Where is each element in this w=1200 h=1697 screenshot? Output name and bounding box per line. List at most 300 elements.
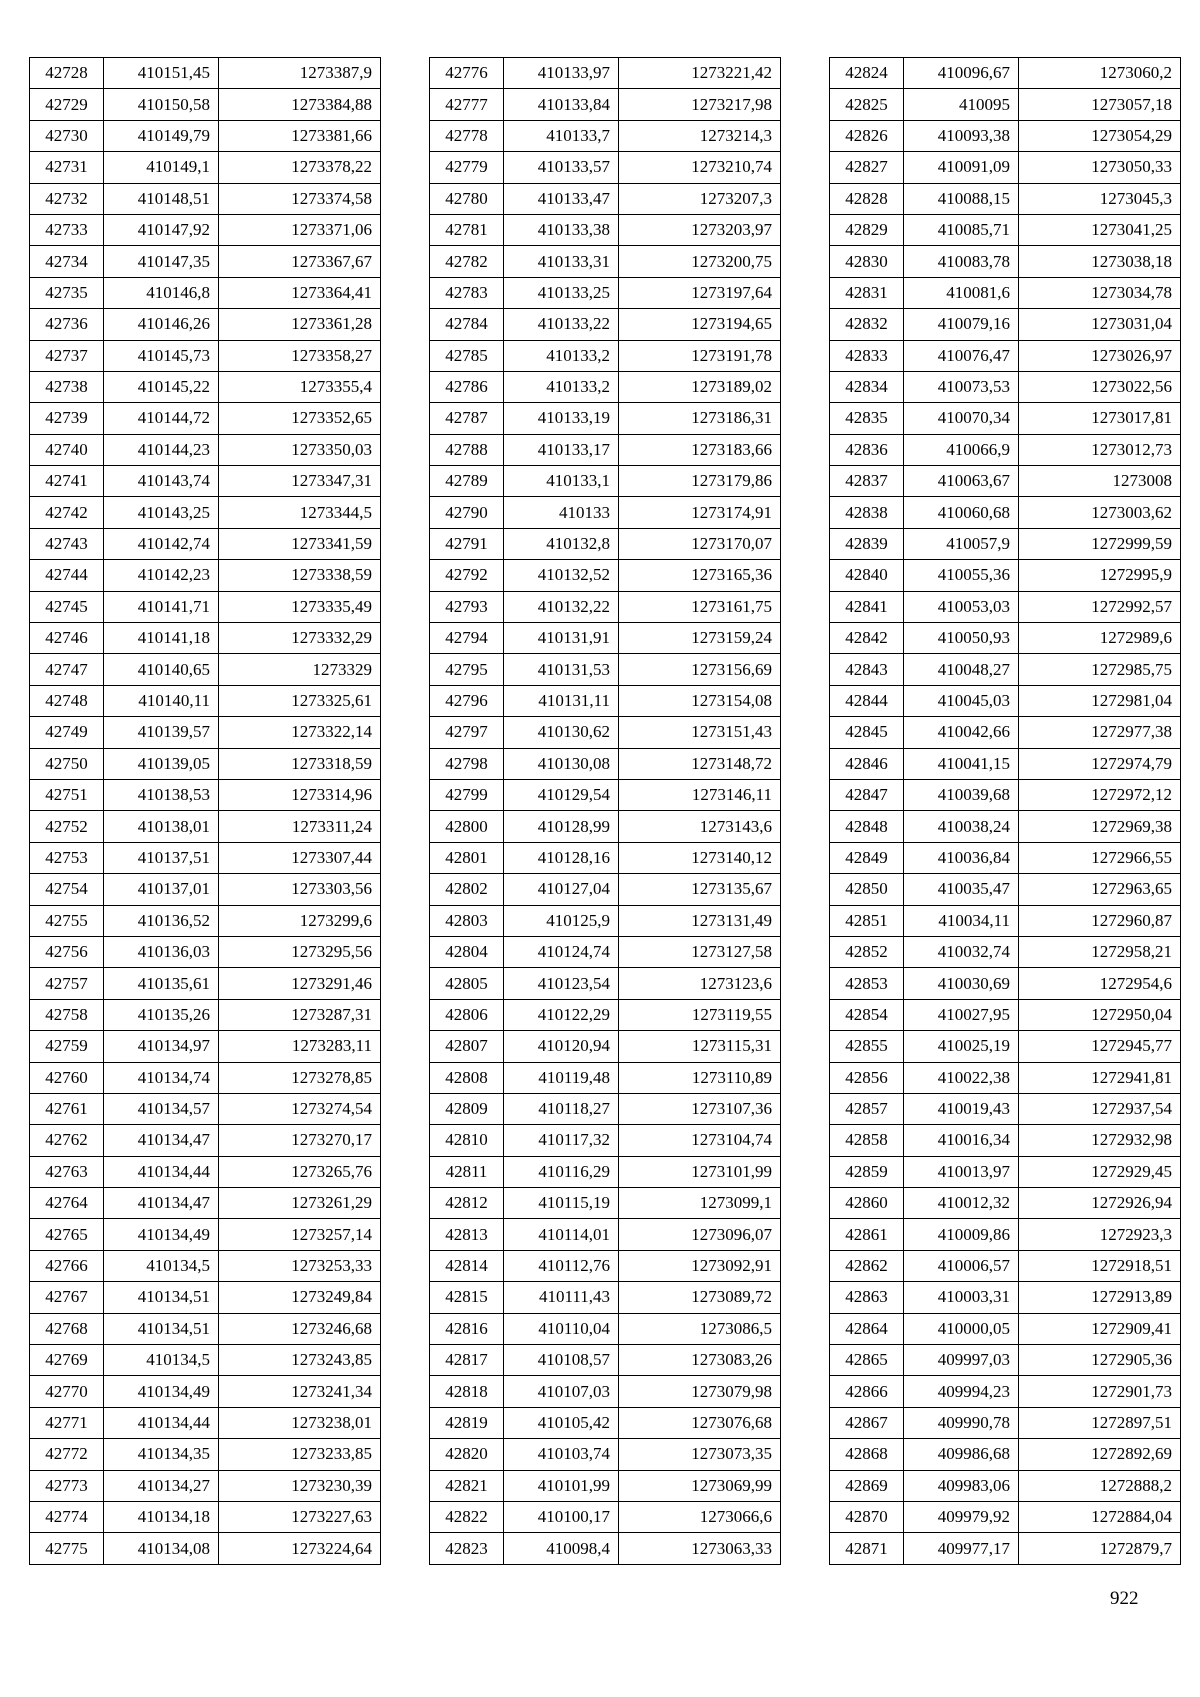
point-number-cell: 42868 xyxy=(830,1439,904,1470)
y-coordinate-cell: 1273378,22 xyxy=(219,152,381,183)
x-coordinate-cell: 410138,01 xyxy=(104,811,219,842)
x-coordinate-cell: 410134,47 xyxy=(104,1188,219,1219)
y-coordinate-cell: 1273246,68 xyxy=(219,1313,381,1344)
point-number-cell: 42837 xyxy=(830,466,904,497)
x-coordinate-cell: 410032,74 xyxy=(904,936,1019,967)
table-row xyxy=(30,717,381,748)
point-number-cell: 42749 xyxy=(30,717,104,748)
point-number-cell: 42812 xyxy=(430,1188,504,1219)
point-number-cell: 42786 xyxy=(430,371,504,402)
x-coordinate-cell: 409977,17 xyxy=(904,1533,1019,1564)
point-number-cell: 42866 xyxy=(830,1376,904,1407)
table-row xyxy=(30,1188,381,1219)
x-coordinate-cell: 410003,31 xyxy=(904,1282,1019,1313)
table-row xyxy=(830,1533,1181,1564)
point-number-cell: 42847 xyxy=(830,779,904,810)
x-coordinate-cell: 410139,05 xyxy=(104,748,219,779)
x-coordinate-cell: 410146,8 xyxy=(104,277,219,308)
x-coordinate-cell: 410088,15 xyxy=(904,183,1019,214)
table-row xyxy=(430,968,781,999)
y-coordinate-cell: 1273063,33 xyxy=(619,1533,781,1564)
x-coordinate-cell: 410045,03 xyxy=(904,685,1019,716)
table-row xyxy=(830,1093,1181,1124)
table-row xyxy=(830,717,1181,748)
x-coordinate-cell: 410038,24 xyxy=(904,811,1019,842)
point-number-cell: 42770 xyxy=(30,1376,104,1407)
y-coordinate-cell: 1273350,03 xyxy=(219,434,381,465)
x-coordinate-cell: 410016,34 xyxy=(904,1125,1019,1156)
y-coordinate-cell: 1273154,08 xyxy=(619,685,781,716)
point-number-cell: 42862 xyxy=(830,1250,904,1281)
x-coordinate-cell: 410025,19 xyxy=(904,1031,1019,1062)
table-row xyxy=(430,779,781,810)
point-number-cell: 42825 xyxy=(830,89,904,120)
x-coordinate-cell: 410120,94 xyxy=(504,1031,619,1062)
x-coordinate-cell: 410101,99 xyxy=(504,1470,619,1501)
x-coordinate-cell: 410034,11 xyxy=(904,905,1019,936)
x-coordinate-cell: 410136,03 xyxy=(104,936,219,967)
y-coordinate-cell: 1273299,6 xyxy=(219,905,381,936)
point-number-cell: 42788 xyxy=(430,434,504,465)
point-number-cell: 42796 xyxy=(430,685,504,716)
y-coordinate-cell: 1273104,74 xyxy=(619,1125,781,1156)
y-coordinate-cell: 1272897,51 xyxy=(1019,1407,1181,1438)
point-number-cell: 42794 xyxy=(430,623,504,654)
x-coordinate-cell: 410148,51 xyxy=(104,183,219,214)
x-coordinate-cell: 410133,17 xyxy=(504,434,619,465)
x-coordinate-cell: 410130,08 xyxy=(504,748,619,779)
table-row xyxy=(430,403,781,434)
point-number-cell: 42733 xyxy=(30,214,104,245)
table-row xyxy=(30,466,381,497)
x-coordinate-cell: 410134,08 xyxy=(104,1533,219,1564)
x-coordinate-cell: 410035,47 xyxy=(904,874,1019,905)
x-coordinate-cell: 410053,03 xyxy=(904,591,1019,622)
x-coordinate-cell: 410147,92 xyxy=(104,214,219,245)
table-row xyxy=(430,936,781,967)
x-coordinate-cell: 410063,67 xyxy=(904,466,1019,497)
point-number-cell: 42810 xyxy=(430,1125,504,1156)
table-row xyxy=(30,1282,381,1313)
table-row xyxy=(430,999,781,1030)
x-coordinate-cell: 410095 xyxy=(904,89,1019,120)
point-number-cell: 42853 xyxy=(830,968,904,999)
point-number-cell: 42792 xyxy=(430,560,504,591)
y-coordinate-cell: 1272892,69 xyxy=(1019,1439,1181,1470)
x-coordinate-cell: 410039,68 xyxy=(904,779,1019,810)
table-row xyxy=(30,1219,381,1250)
point-number-cell: 42730 xyxy=(30,120,104,151)
y-coordinate-cell: 1273089,72 xyxy=(619,1282,781,1313)
y-coordinate-cell: 1273115,31 xyxy=(619,1031,781,1062)
y-coordinate-cell: 1273076,68 xyxy=(619,1407,781,1438)
x-coordinate-cell: 409979,92 xyxy=(904,1501,1019,1532)
point-number-cell: 42804 xyxy=(430,936,504,967)
y-coordinate-cell: 1273224,64 xyxy=(219,1533,381,1564)
point-number-cell: 42855 xyxy=(830,1031,904,1062)
x-coordinate-cell: 410135,26 xyxy=(104,999,219,1030)
x-coordinate-cell: 410133,1 xyxy=(504,466,619,497)
y-coordinate-cell: 1273283,11 xyxy=(219,1031,381,1062)
x-coordinate-cell: 410128,99 xyxy=(504,811,619,842)
table-row xyxy=(830,1345,1181,1376)
table-row xyxy=(430,1533,781,1564)
y-coordinate-cell: 1272932,98 xyxy=(1019,1125,1181,1156)
point-number-cell: 42765 xyxy=(30,1219,104,1250)
table-row xyxy=(30,685,381,716)
x-coordinate-cell: 410114,01 xyxy=(504,1219,619,1250)
x-coordinate-cell: 410073,53 xyxy=(904,371,1019,402)
table-row xyxy=(830,183,1181,214)
point-number-cell: 42790 xyxy=(430,497,504,528)
y-coordinate-cell: 1273352,65 xyxy=(219,403,381,434)
x-coordinate-cell: 410006,57 xyxy=(904,1250,1019,1281)
y-coordinate-cell: 1272945,77 xyxy=(1019,1031,1181,1062)
table-row xyxy=(30,1345,381,1376)
point-number-cell: 42854 xyxy=(830,999,904,1030)
y-coordinate-cell: 1273338,59 xyxy=(219,560,381,591)
point-number-cell: 42857 xyxy=(830,1093,904,1124)
table-row xyxy=(30,654,381,685)
y-coordinate-cell: 1273101,99 xyxy=(619,1156,781,1187)
y-coordinate-cell: 1273191,78 xyxy=(619,340,781,371)
table-row xyxy=(430,874,781,905)
table-row xyxy=(30,1031,381,1062)
y-coordinate-cell: 1273054,29 xyxy=(1019,120,1181,151)
y-coordinate-cell: 1273214,3 xyxy=(619,120,781,151)
point-number-cell: 42776 xyxy=(430,58,504,89)
y-coordinate-cell: 1273233,85 xyxy=(219,1439,381,1470)
x-coordinate-cell: 410145,22 xyxy=(104,371,219,402)
point-number-cell: 42755 xyxy=(30,905,104,936)
point-number-cell: 42779 xyxy=(430,152,504,183)
table-row xyxy=(830,623,1181,654)
y-coordinate-cell: 1273347,31 xyxy=(219,466,381,497)
x-coordinate-cell: 410133,38 xyxy=(504,214,619,245)
x-coordinate-cell: 410112,76 xyxy=(504,1250,619,1281)
point-number-cell: 42735 xyxy=(30,277,104,308)
point-number-cell: 42871 xyxy=(830,1533,904,1564)
x-coordinate-cell: 410133,97 xyxy=(504,58,619,89)
point-number-cell: 42822 xyxy=(430,1501,504,1532)
x-coordinate-cell: 410136,52 xyxy=(104,905,219,936)
table-row xyxy=(830,779,1181,810)
point-number-cell: 42775 xyxy=(30,1533,104,1564)
x-coordinate-cell: 410111,43 xyxy=(504,1282,619,1313)
point-number-cell: 42781 xyxy=(430,214,504,245)
y-coordinate-cell: 1273066,6 xyxy=(619,1501,781,1532)
table-row xyxy=(430,466,781,497)
point-number-cell: 42802 xyxy=(430,874,504,905)
point-number-cell: 42757 xyxy=(30,968,104,999)
table-row xyxy=(30,403,381,434)
x-coordinate-cell: 410134,47 xyxy=(104,1125,219,1156)
x-coordinate-cell: 410141,18 xyxy=(104,623,219,654)
x-coordinate-cell: 410134,44 xyxy=(104,1156,219,1187)
x-coordinate-cell: 410128,16 xyxy=(504,842,619,873)
point-number-cell: 42821 xyxy=(430,1470,504,1501)
y-coordinate-cell: 1272884,04 xyxy=(1019,1501,1181,1532)
point-number-cell: 42840 xyxy=(830,560,904,591)
y-coordinate-cell: 1273253,33 xyxy=(219,1250,381,1281)
point-number-cell: 42740 xyxy=(30,434,104,465)
y-coordinate-cell: 1272960,87 xyxy=(1019,905,1181,936)
x-coordinate-cell: 410137,51 xyxy=(104,842,219,873)
x-coordinate-cell: 410041,15 xyxy=(904,748,1019,779)
y-coordinate-cell: 1273227,63 xyxy=(219,1501,381,1532)
y-coordinate-cell: 1273148,72 xyxy=(619,748,781,779)
x-coordinate-cell: 410133,2 xyxy=(504,340,619,371)
x-coordinate-cell: 410125,9 xyxy=(504,905,619,936)
point-number-cell: 42849 xyxy=(830,842,904,873)
y-coordinate-cell: 1273159,24 xyxy=(619,623,781,654)
point-number-cell: 42870 xyxy=(830,1501,904,1532)
y-coordinate-cell: 1273017,81 xyxy=(1019,403,1181,434)
point-number-cell: 42828 xyxy=(830,183,904,214)
table-row xyxy=(30,58,381,89)
coordinate-table-2 xyxy=(429,57,781,1565)
y-coordinate-cell: 1273371,06 xyxy=(219,214,381,245)
table-row xyxy=(830,591,1181,622)
y-coordinate-cell: 1273127,58 xyxy=(619,936,781,967)
table-row xyxy=(430,183,781,214)
table-row xyxy=(830,528,1181,559)
x-coordinate-cell: 410105,42 xyxy=(504,1407,619,1438)
y-coordinate-cell: 1273230,39 xyxy=(219,1470,381,1501)
table-row xyxy=(830,1439,1181,1470)
table-row xyxy=(830,968,1181,999)
table-row xyxy=(30,1407,381,1438)
y-coordinate-cell: 1272901,73 xyxy=(1019,1376,1181,1407)
table-row xyxy=(30,1062,381,1093)
x-coordinate-cell: 410118,27 xyxy=(504,1093,619,1124)
table-row xyxy=(430,152,781,183)
table-row xyxy=(830,685,1181,716)
x-coordinate-cell: 410134,44 xyxy=(104,1407,219,1438)
x-coordinate-cell: 410143,74 xyxy=(104,466,219,497)
x-coordinate-cell: 410133,31 xyxy=(504,246,619,277)
y-coordinate-cell: 1273034,78 xyxy=(1019,277,1181,308)
table-row xyxy=(830,1031,1181,1062)
point-number-cell: 42831 xyxy=(830,277,904,308)
point-number-cell: 42743 xyxy=(30,528,104,559)
point-number-cell: 42799 xyxy=(430,779,504,810)
point-number-cell: 42762 xyxy=(30,1125,104,1156)
point-number-cell: 42843 xyxy=(830,654,904,685)
table-row xyxy=(430,1156,781,1187)
table-row xyxy=(30,309,381,340)
table-row xyxy=(430,89,781,120)
x-coordinate-cell: 410147,35 xyxy=(104,246,219,277)
y-coordinate-cell: 1272950,04 xyxy=(1019,999,1181,1030)
y-coordinate-cell: 1273156,69 xyxy=(619,654,781,685)
table-row xyxy=(430,1062,781,1093)
point-number-cell: 42861 xyxy=(830,1219,904,1250)
x-coordinate-cell: 410131,91 xyxy=(504,623,619,654)
y-coordinate-cell: 1272999,59 xyxy=(1019,528,1181,559)
y-coordinate-cell: 1272989,6 xyxy=(1019,623,1181,654)
point-number-cell: 42773 xyxy=(30,1470,104,1501)
y-coordinate-cell: 1273045,3 xyxy=(1019,183,1181,214)
x-coordinate-cell: 410134,51 xyxy=(104,1313,219,1344)
table-row xyxy=(30,1125,381,1156)
point-number-cell: 42852 xyxy=(830,936,904,967)
table-row xyxy=(830,309,1181,340)
y-coordinate-cell: 1273038,18 xyxy=(1019,246,1181,277)
x-coordinate-cell: 410131,11 xyxy=(504,685,619,716)
point-number-cell: 42842 xyxy=(830,623,904,654)
x-coordinate-cell: 410134,35 xyxy=(104,1439,219,1470)
x-coordinate-cell: 410134,51 xyxy=(104,1282,219,1313)
y-coordinate-cell: 1273092,91 xyxy=(619,1250,781,1281)
point-number-cell: 42846 xyxy=(830,748,904,779)
y-coordinate-cell: 1273008 xyxy=(1019,466,1181,497)
x-coordinate-cell: 410134,74 xyxy=(104,1062,219,1093)
y-coordinate-cell: 1273325,61 xyxy=(219,685,381,716)
table-row xyxy=(30,89,381,120)
x-coordinate-cell: 410134,5 xyxy=(104,1345,219,1376)
table-row xyxy=(830,1219,1181,1250)
point-number-cell: 42834 xyxy=(830,371,904,402)
y-coordinate-cell: 1273069,99 xyxy=(619,1470,781,1501)
y-coordinate-cell: 1272974,79 xyxy=(1019,748,1181,779)
table-row xyxy=(830,466,1181,497)
point-number-cell: 42797 xyxy=(430,717,504,748)
table-row xyxy=(30,968,381,999)
point-number-cell: 42745 xyxy=(30,591,104,622)
y-coordinate-cell: 1272954,6 xyxy=(1019,968,1181,999)
point-number-cell: 42823 xyxy=(430,1533,504,1564)
y-coordinate-cell: 1272966,55 xyxy=(1019,842,1181,873)
y-coordinate-cell: 1272981,04 xyxy=(1019,685,1181,716)
table-row xyxy=(430,1031,781,1062)
point-number-cell: 42813 xyxy=(430,1219,504,1250)
table-row xyxy=(30,434,381,465)
point-number-cell: 42734 xyxy=(30,246,104,277)
y-coordinate-cell: 1273291,46 xyxy=(219,968,381,999)
table-row xyxy=(830,1313,1181,1344)
y-coordinate-cell: 1272985,75 xyxy=(1019,654,1181,685)
point-number-cell: 42750 xyxy=(30,748,104,779)
point-number-cell: 42818 xyxy=(430,1376,504,1407)
table-row xyxy=(30,1313,381,1344)
table-row xyxy=(830,842,1181,873)
point-number-cell: 42814 xyxy=(430,1250,504,1281)
table-row xyxy=(830,999,1181,1030)
y-coordinate-cell: 1273335,49 xyxy=(219,591,381,622)
y-coordinate-cell: 1273241,34 xyxy=(219,1376,381,1407)
y-coordinate-cell: 1273179,86 xyxy=(619,466,781,497)
y-coordinate-cell: 1273140,12 xyxy=(619,842,781,873)
y-coordinate-cell: 1273200,75 xyxy=(619,246,781,277)
x-coordinate-cell: 410050,93 xyxy=(904,623,1019,654)
x-coordinate-cell: 410083,78 xyxy=(904,246,1019,277)
x-coordinate-cell: 410009,86 xyxy=(904,1219,1019,1250)
coordinate-table-1 xyxy=(29,57,381,1565)
point-number-cell: 42859 xyxy=(830,1156,904,1187)
table-row xyxy=(30,371,381,402)
x-coordinate-cell: 409994,23 xyxy=(904,1376,1019,1407)
table-row xyxy=(430,1376,781,1407)
y-coordinate-cell: 1273367,67 xyxy=(219,246,381,277)
table-row xyxy=(830,1156,1181,1187)
y-coordinate-cell: 1273358,27 xyxy=(219,340,381,371)
table-row xyxy=(30,936,381,967)
point-number-cell: 42798 xyxy=(430,748,504,779)
x-coordinate-cell: 410036,84 xyxy=(904,842,1019,873)
point-number-cell: 42820 xyxy=(430,1439,504,1470)
table-row xyxy=(830,748,1181,779)
table-row xyxy=(430,905,781,936)
table-row xyxy=(30,1376,381,1407)
y-coordinate-cell: 1273096,07 xyxy=(619,1219,781,1250)
point-number-cell: 42864 xyxy=(830,1313,904,1344)
coordinate-table-3 xyxy=(829,57,1181,1565)
point-number-cell: 42800 xyxy=(430,811,504,842)
x-coordinate-cell: 410132,8 xyxy=(504,528,619,559)
x-coordinate-cell: 410133,19 xyxy=(504,403,619,434)
table-row xyxy=(430,214,781,245)
x-coordinate-cell: 410144,23 xyxy=(104,434,219,465)
y-coordinate-cell: 1273307,44 xyxy=(219,842,381,873)
point-number-cell: 42748 xyxy=(30,685,104,716)
x-coordinate-cell: 410013,97 xyxy=(904,1156,1019,1187)
point-number-cell: 42850 xyxy=(830,874,904,905)
point-number-cell: 42791 xyxy=(430,528,504,559)
table-row xyxy=(430,58,781,89)
x-coordinate-cell: 410133,22 xyxy=(504,309,619,340)
x-coordinate-cell: 410132,22 xyxy=(504,591,619,622)
table-row xyxy=(830,1470,1181,1501)
y-coordinate-cell: 1272888,2 xyxy=(1019,1470,1181,1501)
y-coordinate-cell: 1273183,66 xyxy=(619,434,781,465)
y-coordinate-cell: 1272909,41 xyxy=(1019,1313,1181,1344)
point-number-cell: 42767 xyxy=(30,1282,104,1313)
table-row xyxy=(430,591,781,622)
x-coordinate-cell: 410116,29 xyxy=(504,1156,619,1187)
y-coordinate-cell: 1273287,31 xyxy=(219,999,381,1030)
point-number-cell: 42771 xyxy=(30,1407,104,1438)
y-coordinate-cell: 1273174,91 xyxy=(619,497,781,528)
point-number-cell: 42839 xyxy=(830,528,904,559)
x-coordinate-cell: 410151,45 xyxy=(104,58,219,89)
table-row xyxy=(430,1313,781,1344)
y-coordinate-cell: 1273295,56 xyxy=(219,936,381,967)
point-number-cell: 42728 xyxy=(30,58,104,89)
x-coordinate-cell: 410000,05 xyxy=(904,1313,1019,1344)
point-number-cell: 42756 xyxy=(30,936,104,967)
x-coordinate-cell: 410022,38 xyxy=(904,1062,1019,1093)
table-row xyxy=(30,811,381,842)
x-coordinate-cell: 410012,32 xyxy=(904,1188,1019,1219)
point-number-cell: 42838 xyxy=(830,497,904,528)
point-number-cell: 42867 xyxy=(830,1407,904,1438)
y-coordinate-cell: 1272923,3 xyxy=(1019,1219,1181,1250)
y-coordinate-cell: 1273384,88 xyxy=(219,89,381,120)
x-coordinate-cell: 410030,69 xyxy=(904,968,1019,999)
y-coordinate-cell: 1273381,66 xyxy=(219,120,381,151)
point-number-cell: 42760 xyxy=(30,1062,104,1093)
point-number-cell: 42766 xyxy=(30,1250,104,1281)
y-coordinate-cell: 1273361,28 xyxy=(219,309,381,340)
table-row xyxy=(830,1062,1181,1093)
x-coordinate-cell: 410133 xyxy=(504,497,619,528)
point-number-cell: 42869 xyxy=(830,1470,904,1501)
table-row xyxy=(30,183,381,214)
point-number-cell: 42752 xyxy=(30,811,104,842)
table-row xyxy=(30,623,381,654)
table-row xyxy=(430,1093,781,1124)
